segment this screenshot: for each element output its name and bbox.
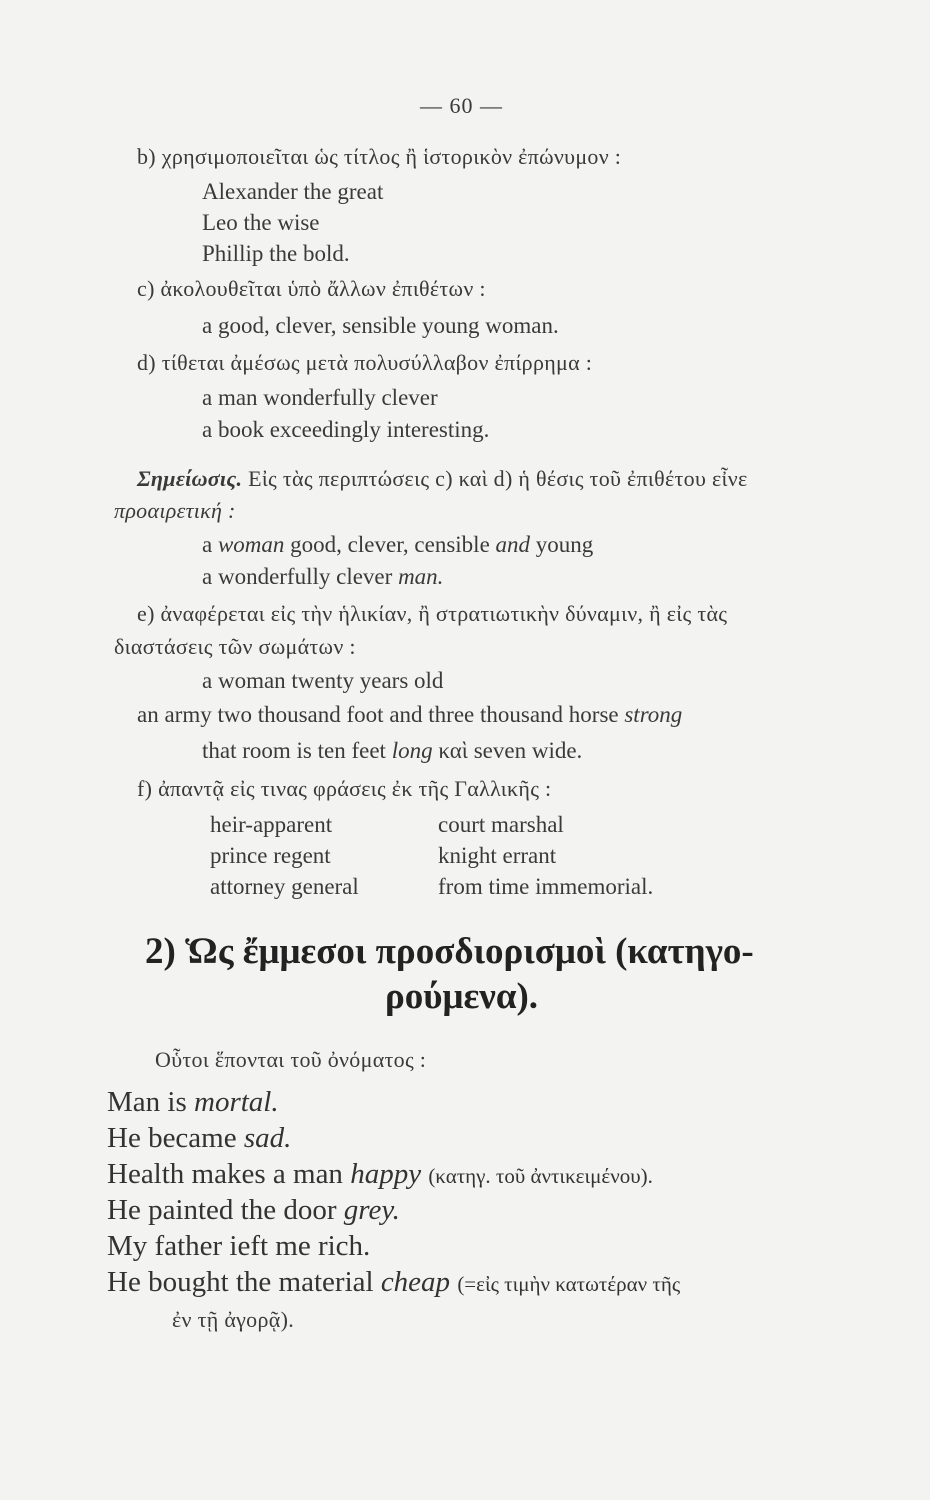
note-ex1-words: good, clever, censible (290, 532, 490, 557)
note-line-1 (137, 465, 748, 493)
section-f-line (137, 775, 551, 803)
section-b-example: Phillip the bold. (202, 241, 350, 266)
section-e-ex3-words: that room is ten feet (202, 738, 386, 763)
section-b-label: b) (137, 144, 156, 169)
note-ex1-italic: woman (217, 532, 285, 557)
section-e-example-2 (137, 701, 682, 729)
section-e-ex3-italic: long (391, 738, 433, 763)
note-example-2 (202, 563, 443, 591)
example-greek-continuation: ἐν τῇ ἀγορᾷ). (172, 1307, 295, 1332)
note-line-2: προαιρετική : (114, 498, 236, 523)
section-heading-line-1: 2) Ὡς ἔμμεσοι προσδιορισμοὶ (κατηγο- (145, 931, 754, 972)
section-f-label: f) (137, 776, 153, 801)
phrase-right: knight errant (438, 843, 557, 868)
note-ex2-words: a wonderfully clever (202, 564, 393, 589)
example-sentence (107, 1085, 279, 1119)
section-e-greek-1: ἀναφέρεται εἰς τὴν ἡλικίαν, ἢ στρατιωτικὴν δύναμιν, ἢ εἰς τὰς (160, 601, 728, 626)
example-sentence (107, 1121, 291, 1155)
section-b-example: Alexander the great (202, 179, 384, 204)
note-text-1: Εἰς τὰς περιπτώσεις c) καὶ d) ἡ θέσις τοῦ ἐπιθέτου εἶνε (248, 466, 748, 491)
example-sentence (107, 1265, 680, 1301)
phrase-right: from time immemorial. (438, 874, 654, 899)
section-c-line (137, 275, 486, 303)
example-words: He painted the door (107, 1194, 337, 1226)
section-d-line (137, 349, 592, 377)
note-example-1 (202, 531, 593, 559)
page-number: — 60 — (420, 93, 503, 118)
section-b-example: Leo the wise (202, 210, 320, 235)
section-b-line (137, 143, 621, 171)
phrase-right: court marshal (438, 812, 564, 837)
example-sentence (107, 1193, 400, 1227)
example-greek-note: (=εἰς τιμὴν κατωτέραν τῆς (457, 1272, 681, 1296)
section-e-ex2-italic: strong (624, 702, 683, 727)
example-italic: grey. (343, 1194, 400, 1226)
example-sentence: My father ieft me rich. (107, 1230, 371, 1262)
example-words: Health makes a man (107, 1158, 343, 1190)
note-label: Σημείωσις. (137, 466, 243, 491)
phrase-left: prince regent (210, 843, 331, 868)
example-sentence (107, 1157, 653, 1193)
phrase-left: attorney general (210, 874, 359, 899)
section-c-greek: ἀκολουθεῖται ὑπὸ ἄλλων ἐπιθέτων : (160, 276, 486, 301)
section-e-greek-2: διαστάσεις τῶν σωμάτων : (114, 634, 356, 659)
section-d-example: a man wonderfully clever (202, 385, 438, 410)
section-d-example: a book exceedingly interesting. (202, 417, 490, 442)
intro-text: Οὗτοι ἕπονται τοῦ ὀνόματος : (155, 1047, 427, 1072)
example-greek-note: (κατηγ. τοῦ ἀντικειμένου). (428, 1164, 653, 1188)
note-ex1-italic-and: and (495, 532, 531, 557)
section-f-greek: ἀπαντᾷ εἰς τινας φράσεις ἐκ τῆς Γαλλικῆς : (158, 776, 552, 801)
example-words: He bought the material (107, 1266, 374, 1298)
section-e-ex3-rest: καὶ seven wide. (438, 738, 583, 763)
section-e-line-1 (137, 600, 727, 628)
example-italic: mortal. (194, 1086, 279, 1118)
section-heading-line-2: ρούμενα). (385, 976, 539, 1017)
section-d-label: d) (137, 350, 156, 375)
section-d-greek: τίθεται ἀμέσως μετὰ πολυσύλλαβον ἐπίρρημα : (161, 350, 593, 375)
section-c-label: c) (137, 276, 155, 301)
note-ex1-young: young (535, 532, 594, 557)
example-words: He became (107, 1122, 237, 1154)
section-c-example: a good, clever, sensible young woman. (202, 313, 559, 338)
section-e-example-3 (202, 737, 582, 765)
note-ex2-italic: man. (398, 564, 444, 589)
example-words: Man is (107, 1086, 187, 1118)
section-e-label: e) (137, 601, 155, 626)
section-e-ex2-words: an army two thousand foot and three thousand horse (137, 702, 619, 727)
note-ex1-word: a (202, 532, 213, 557)
section-e-example-1: a woman twenty years old (202, 668, 444, 693)
example-italic: sad. (243, 1122, 292, 1154)
phrase-left: heir-apparent (210, 812, 333, 837)
example-italic: happy (350, 1158, 422, 1190)
example-italic: cheap (380, 1266, 451, 1298)
section-b-greek: χρησιμοποιεῖται ὡς τίτλος ἢ ἱστορικὸν ἐπώνυμον : (161, 144, 622, 169)
